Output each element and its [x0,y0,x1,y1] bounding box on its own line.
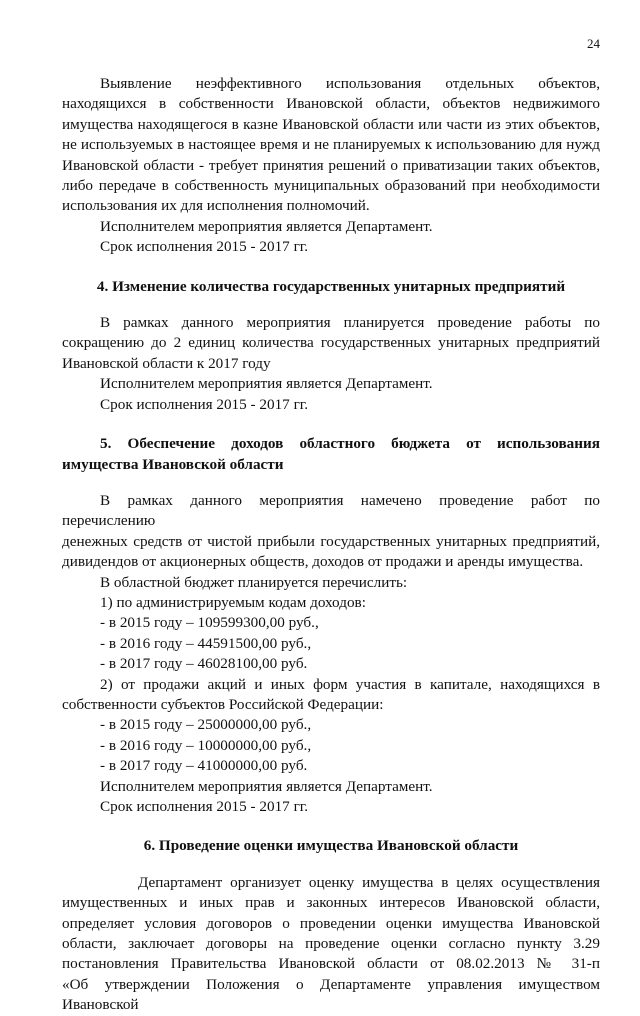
item-1-value: - в 2017 году – 46028100,00 руб. [100,655,308,673]
text-line: Выявление неэффективного использования отдельных объектов, [100,75,600,92]
text-line: В рамках данного мероприятия планируется проведение работы по [100,314,600,332]
section-5-heading: 5. Обеспечение доходов областного бюджета от использования [100,435,600,453]
text-line: использования их для исполнения полномочий. [62,197,370,215]
item-2-title: 2) от продажи акций и иных форм участия в капитале, находящихся в [100,675,600,693]
text-line: Ивановской области к 2017 году [62,354,271,372]
item-1-title: 1) по администрируемым кодам доходов: [100,593,366,611]
text-line: денежных средств от чистой прибыли государственных унитарных предприятий, [62,532,600,550]
executor-line: Исполнителем мероприятия является Департамент. [100,777,433,795]
text-line: Департамент организует оценку имущества в целях осуществления [138,873,600,891]
item-2-title-cont: собственности субъектов Российской Федерации: [62,695,384,713]
text-line: либо передаче в собственность муниципальных образований при необходимости [62,177,600,195]
budget-plan-line: В областной бюджет планируется перечислить: [100,573,408,591]
section-6-heading: 6. Проведение оценки имущества Ивановской области [143,837,519,855]
text-line: Ивановской области - требует принятия решений о приватизации таких объектов, [62,156,600,174]
text-line: имущественных и иных прав и законных интересов Ивановской области, [62,894,600,912]
text-line: не используемых в настоящее время и не планируемых к использованию для нужд [62,136,600,154]
deadline-line: Срок исполнения 2015 - 2017 гг. [100,238,309,256]
deadline-line: Срок исполнения 2015 - 2017 гг. [100,798,309,815]
text-line: дивидендов от акционерных обществ, доходов от продажи и аренды имущества. [62,553,584,571]
text-line: находящихся в собственности Ивановской области, объектов недвижимого [62,95,600,113]
item-2-value: - в 2016 году – 10000000,00 руб., [100,736,312,754]
section-5-heading-cont: имущества Ивановской области [62,455,284,473]
text-line: постановления Правительства Ивановской области от 08.02.2013 № 31-п [62,955,600,973]
item-1-value: - в 2015 году – 109599300,00 руб., [100,614,319,632]
deadline-line: Срок исполнения 2015 - 2017 гг. [100,395,309,413]
document-body [62,74,600,1016]
section-4-heading: 4. Изменение количества государственных унитарных предприятий [96,277,566,295]
executor-line: Исполнителем мероприятия является Департамент. [100,375,433,393]
text-line: области, заключает договоры на проведение оценки согласно пункту 3.29 [62,935,600,953]
text-line: «Об утверждении Положения о Департаменте управления имуществом Ивановской [62,975,600,1014]
text-line: определяет условия договоров о проведении оценки имущества Ивановской [62,914,600,932]
item-2-value: - в 2017 году – 41000000,00 руб. [100,757,308,775]
page-number: 24 [587,36,600,51]
item-2-value: - в 2015 году – 25000000,00 руб., [100,716,312,734]
executor-line: Исполнителем мероприятия является Департамент. [100,217,433,235]
item-1-value: - в 2016 году – 44591500,00 руб., [100,634,312,652]
text-line: В рамках данного мероприятия намечено проведение работ по перечислению [62,491,600,530]
text-line: имущества находящегося в казне Ивановской области или части из этих объектов, [62,115,600,133]
text-line: сокращению до 2 единиц количества государственных унитарных предприятий [62,334,600,352]
